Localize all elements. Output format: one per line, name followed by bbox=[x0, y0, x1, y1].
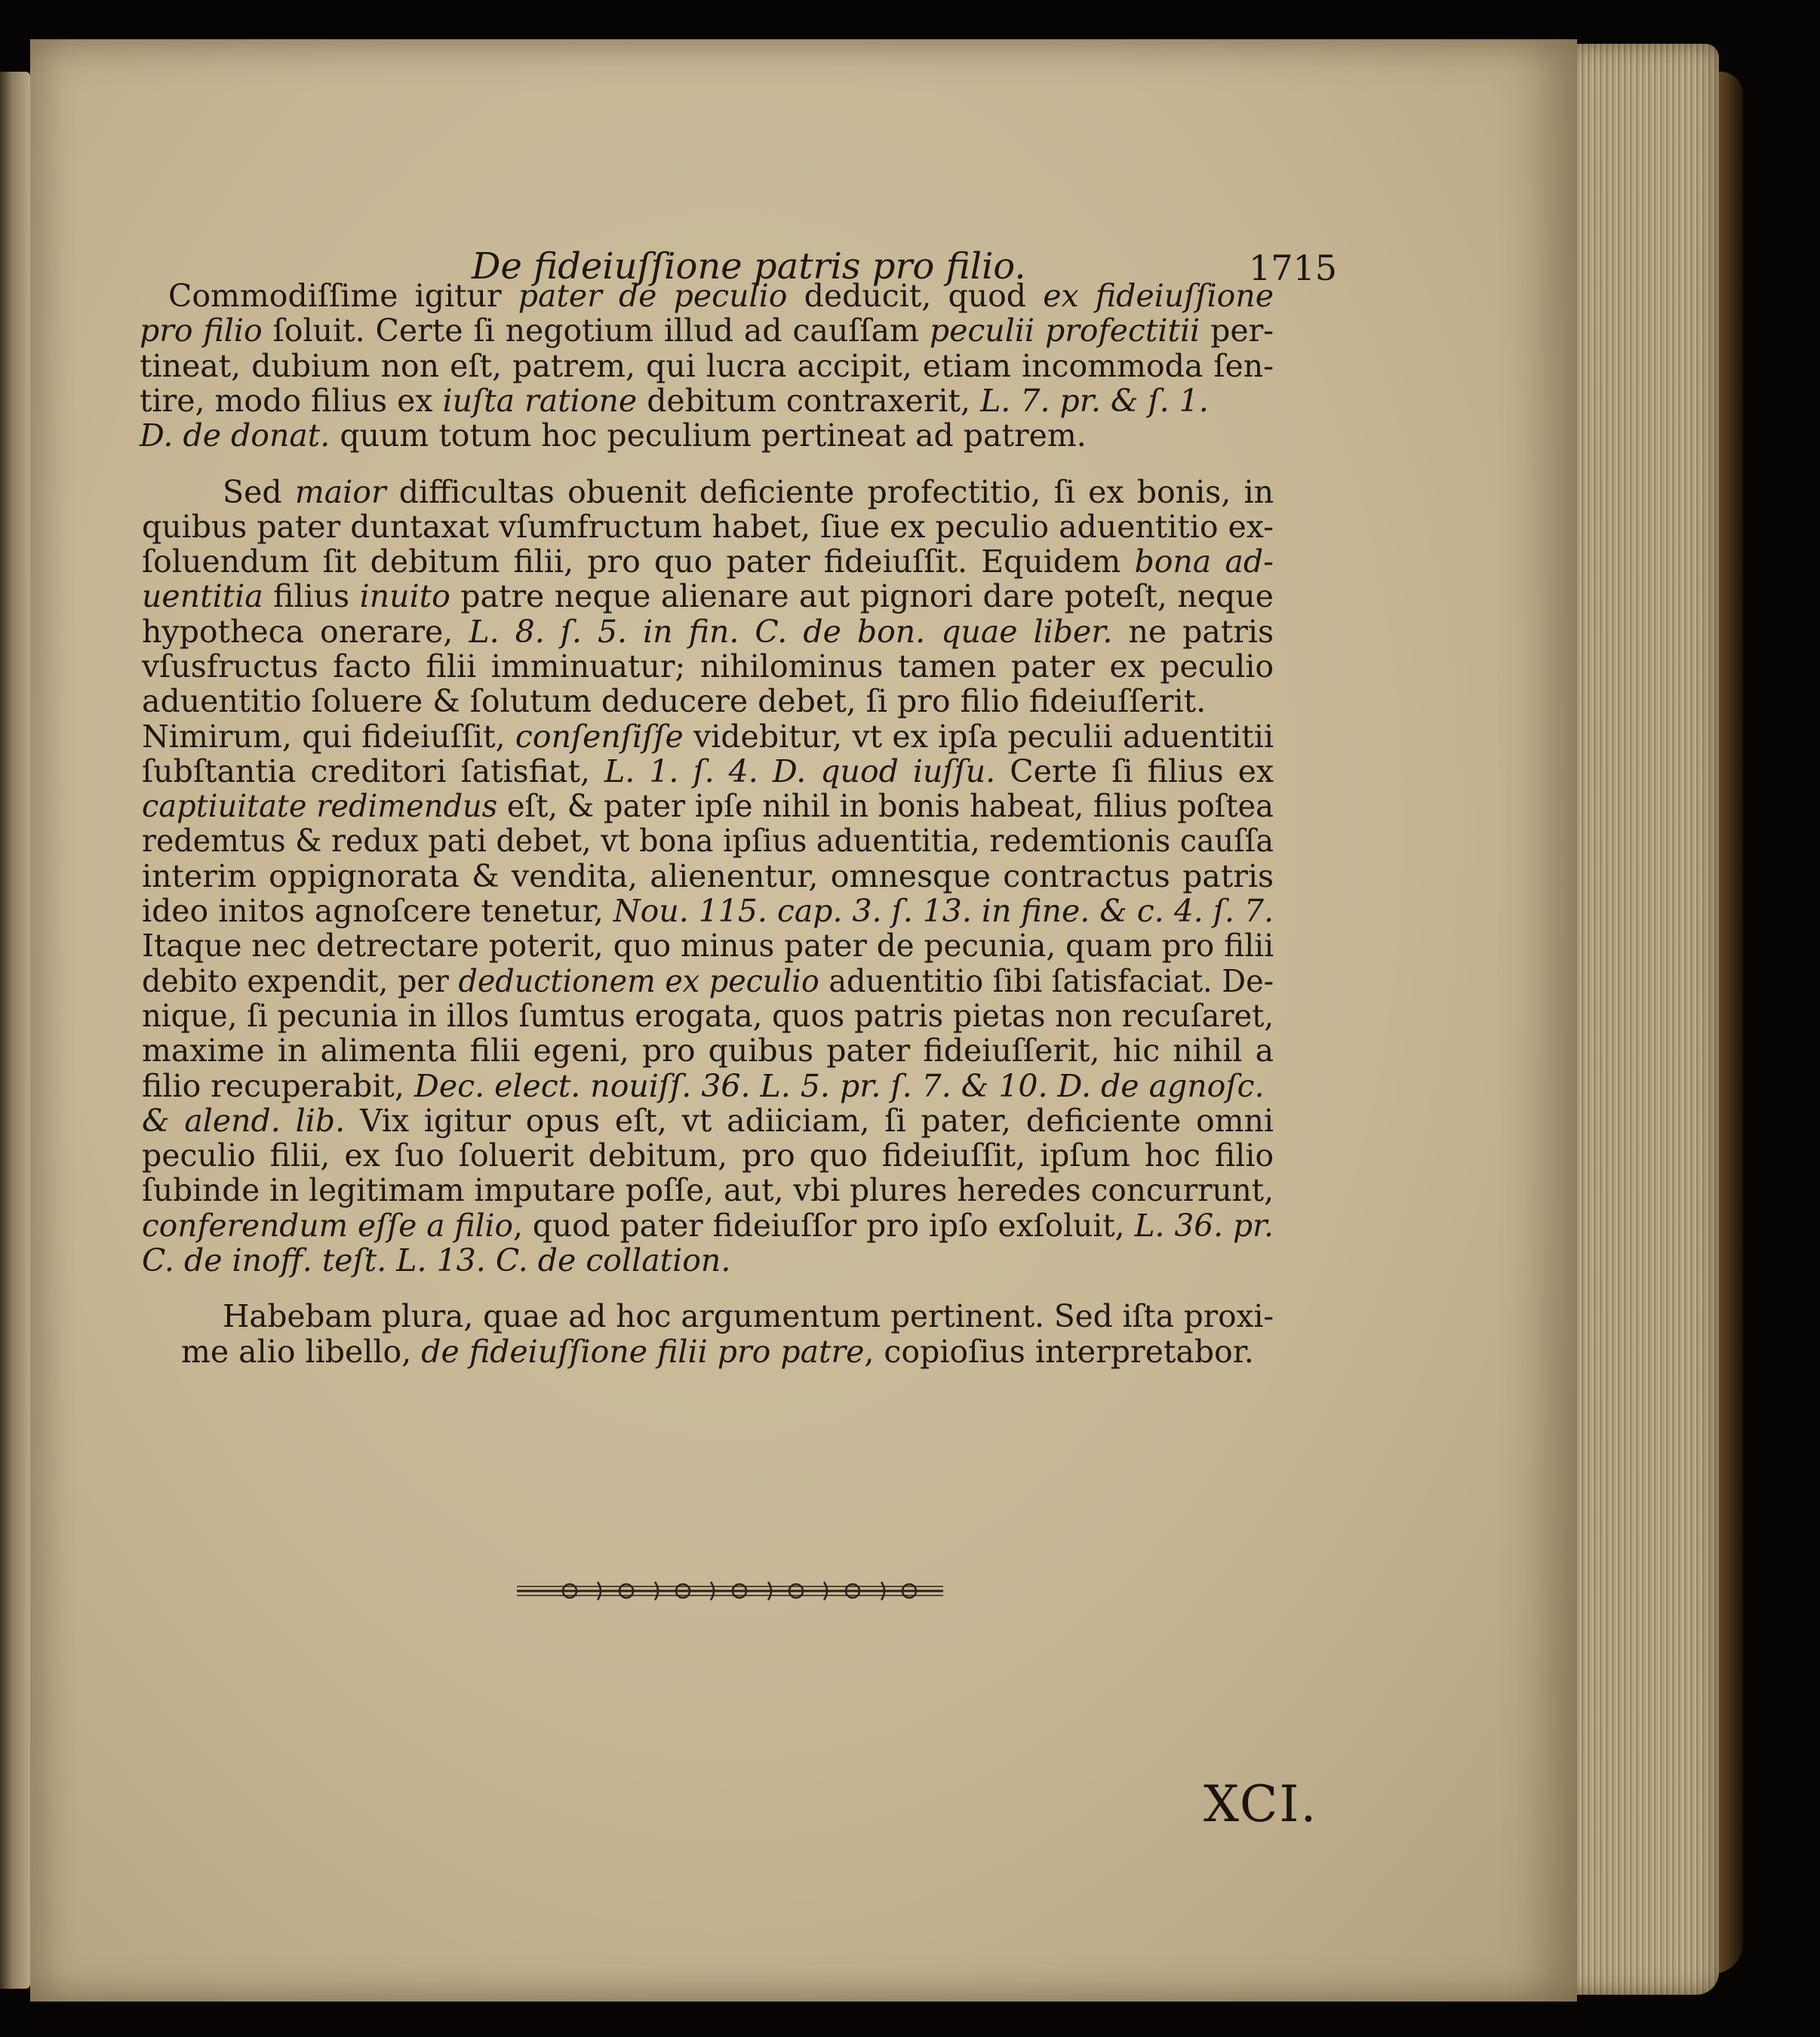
text-line: captiuitate redimendus eſt, & pater ipſe nihil in bonis habeat, filius poſtea bbox=[142, 788, 1274, 824]
text-line: uentitia filius inuito patre neque alienare aut pignori dare poteſt, neque bbox=[142, 578, 1274, 614]
text-line: aduentitio ſoluere & ſolutum deducere debet, ſi pro filio fideiuſſerit. bbox=[142, 683, 1207, 719]
text-line: Nimirum, qui fideiuſſit, conſenſiſſe videbitur, vt ex ipſa peculii aduentitii bbox=[142, 718, 1274, 755]
text-line: ſubſtantia creditori ſatisfiat, L. 1. ſ. 4. D. quod iuſſu. Certe ſi filius ex bbox=[142, 753, 1274, 789]
text-line: Sed maior difficultas obuenit deficiente profectitio, ſi ex bonis, in bbox=[223, 474, 1274, 510]
next-section-number: XCI. bbox=[1204, 1775, 1318, 1833]
text-line: Habebam plura, quae ad hoc argumentum pertinent. Sed iſta proxi- bbox=[223, 1298, 1274, 1334]
text-line: C. de inoff. teſt. L. 13. C. de collation. bbox=[142, 1242, 731, 1279]
text-line: D. de donat. quum totum hoc peculium pertineat ad patrem. bbox=[140, 417, 1087, 454]
decorative-rule-ornament bbox=[513, 1576, 947, 1606]
text-line: pro filio ſoluit. Certe ſi negotium illud ad cauſſam peculii profectitii per- bbox=[140, 312, 1274, 349]
text-line: quibus pater duntaxat vſumfructum habet, ſiue ex peculio aduentitio ex- bbox=[142, 509, 1274, 545]
text-line: hypotheca onerare, L. 8. ſ. 5. in fin. C. de bon. quae liber. ne patris bbox=[142, 614, 1274, 650]
text-line: ſubinde in legitimam imputare poſſe, aut, vbi plures heredes concurrunt, bbox=[142, 1172, 1274, 1208]
text-line: ideo initos agnoſcere tenetur, Nou. 115. cap. 3. ſ. 13. in fine. & c. 4. ſ. 7. bbox=[142, 893, 1274, 929]
text-line: vſusfructus facto filii imminuatur; nihilominus tamen pater ex peculio bbox=[142, 648, 1274, 685]
running-head: De fideiuſſione patris pro filio. bbox=[472, 245, 1026, 288]
text-line: conferendum eſſe a filio, quod pater fideiuſſor pro ipſo exſoluit, L. 36. pr. bbox=[142, 1208, 1274, 1244]
text-line: filio recuperabit, Dec. elect. nouiſſ. 36. L. 5. pr. ſ. 7. & 10. D. de agnoſc. bbox=[142, 1068, 1265, 1104]
text-line: Itaque nec detrectare poterit, quo minus pater de pecunia, quam pro filii bbox=[142, 928, 1274, 964]
text-line: debito expendit, per deductionem ex peculio aduentitio ſibi ſatisfaciat. De- bbox=[142, 963, 1274, 999]
text-line: tire, modo filius ex iuſta ratione debitum contraxerit, L. 7. pr. & ſ. 1. bbox=[140, 383, 1209, 419]
text-line: redemtus & redux pati debet, vt bona ipſius aduentitia, redemtionis cauſſa bbox=[142, 823, 1274, 859]
text-line: maxime in alimenta filii egeni, pro quibus pater fideiuſſerit, hic nihil a bbox=[142, 1032, 1274, 1069]
text-line: tineat, dubium non eſt, patrem, qui lucra accipit, etiam incommoda ſen- bbox=[140, 348, 1274, 384]
text-line: ſoluendum ſit debitum filii, pro quo pater fideiuſſit. Equidem bona ad- bbox=[142, 543, 1274, 580]
text-line: peculio filii, ex ſuo ſoluerit debitum, pro quo fideiuſſit, ipſum hoc filio bbox=[142, 1137, 1274, 1174]
left-page-edge bbox=[0, 72, 30, 1989]
page-edges bbox=[1560, 44, 1719, 1995]
book-page bbox=[30, 39, 1577, 2002]
page-number: 1715 bbox=[1249, 248, 1338, 288]
text-line: interim oppignorata & vendita, alienentur, omnesque contractus patris bbox=[142, 858, 1274, 894]
text-line: & alend. lib. Vix igitur opus eſt, vt adiiciam, ſi pater, deficiente omni bbox=[142, 1103, 1274, 1139]
text-line: nique, ſi pecunia in illos ſumtus erogata, quos patris pietas non recuſaret, bbox=[142, 998, 1274, 1034]
text-line: me alio libello, de fideiuſſione filii pro patre, copioſius interpretabor. bbox=[181, 1334, 1254, 1370]
text-line: Commodiſſime igitur pater de peculio deducit, quod ex fideiuſſione bbox=[168, 278, 1274, 314]
